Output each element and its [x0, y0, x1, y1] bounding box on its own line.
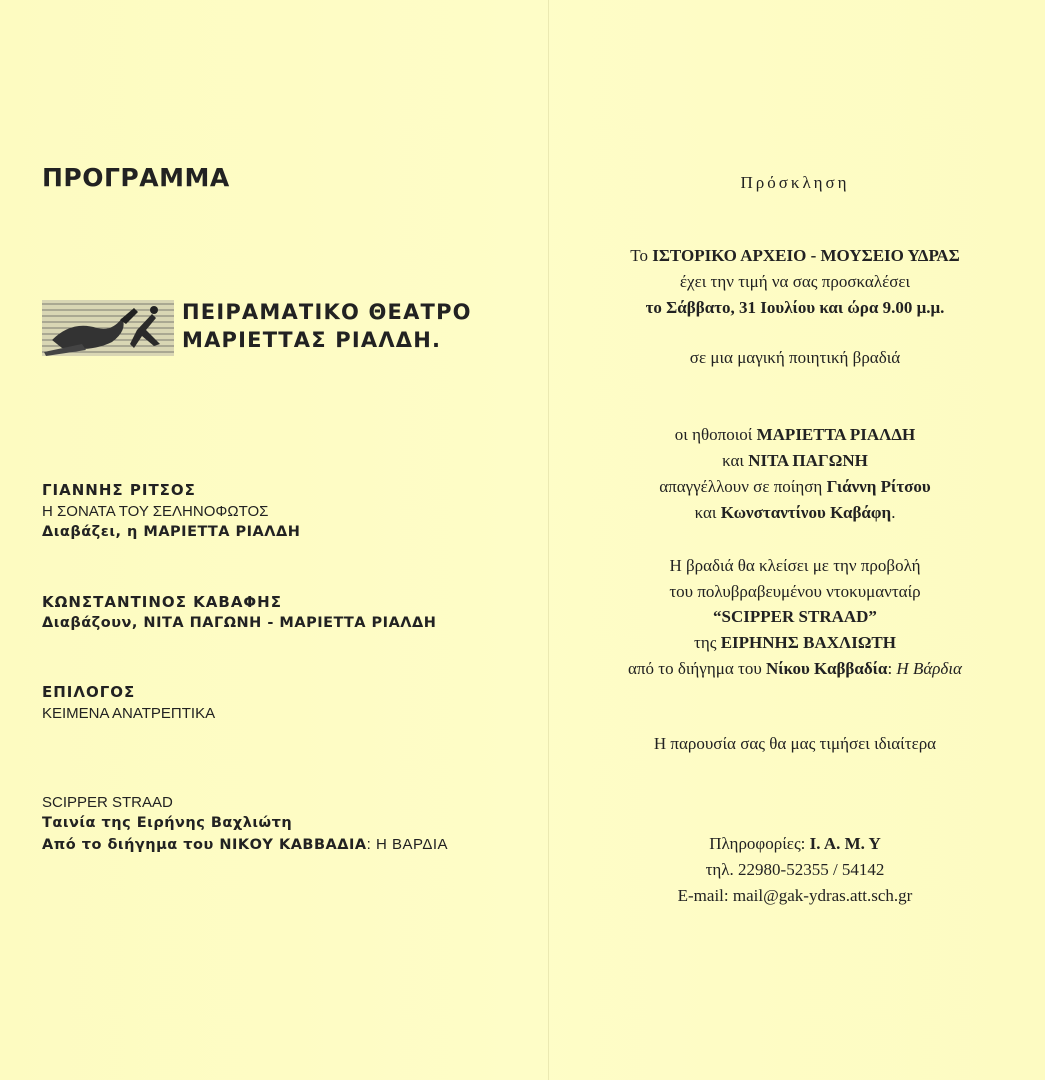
theatre-block [42, 298, 542, 360]
actor-pagoni: ΝΙΤΑ ΠΑΓΩΝΗ [748, 451, 868, 470]
section-ritsos [42, 480, 300, 543]
actors-line [555, 423, 1035, 447]
dancing-figures-logo-icon [42, 300, 174, 356]
section-epilogue-title: ΕΠΙΛΟΓΟΣ [42, 683, 136, 701]
invite-org: ΙΣΤΟΡΙΚΟ ΑΡΧΕΙΟ - ΜΟΥΣΕΙΟ ΥΔΡΑΣ [652, 246, 960, 265]
screening-director: ΕΙΡΗΝΗΣ ΒΑΧΛΙΩΤΗ [720, 633, 896, 652]
invitation-heading: Πρόσκληση [740, 173, 850, 192]
invite-evening: σε μια μαγική ποιητική βραδιά [689, 348, 901, 367]
section-film-title: SCIPPER STRAAD [42, 794, 173, 811]
contact-info-org: Ι. Α. Μ. Υ [809, 834, 881, 853]
presence-line: Η παρουσία σας θα μας τιμήσει ιδιαίτερα [653, 734, 937, 753]
section-ritsos-work: Η ΣΟΝΑΤΑ ΤΟΥ ΣΕΛΗΝΟΦΩΤΟΣ [42, 503, 269, 520]
screening-writer: Νίκου Καββαδία [765, 659, 888, 678]
section-film [42, 792, 448, 856]
section-film-source-rest: : Η ΒΑΡΔΙΑ [366, 836, 449, 853]
program-title: ΠΡΟΓΡΑΜΜΑ [42, 163, 230, 192]
screening-from: από το διήγημα του [628, 659, 766, 678]
section-film-source-bold: Από το διήγημα του ΝΙΚΟΥ ΚΑΒΒΑΔΙΑ [42, 837, 367, 853]
recite-line [555, 475, 1035, 499]
contact-info-line [555, 832, 1035, 856]
screening-close: Η βραδιά θα κλείσει με την προβολή [669, 556, 921, 575]
screening-source-line [555, 657, 1035, 681]
section-epilogue-subtitle: ΚΕΙΜΕΝΑ ΑΝΑΤΡΕΠΤΙΚΑ [42, 705, 216, 722]
actor-rialdi: ΜΑΡΙΕΤΤΑ ΡΙΑΛΔΗ [756, 425, 916, 444]
recite-dot: . [891, 503, 896, 522]
actors-pre: οι ηθοποιοί [674, 425, 757, 444]
poet-ritsos: Γιάννη Ρίτσου [826, 477, 931, 496]
screening-film: “SCIPPER STRAAD” [713, 607, 877, 626]
poet-cavafy: Κωνσταντίνου Καβάφη [720, 503, 892, 522]
actors-line2 [555, 449, 1035, 473]
section-ritsos-reader: Διαβάζει, η ΜΑΡΙΕΤΤΑ ΡΙΑΛΔΗ [42, 524, 301, 540]
contact-email: E-mail: mail@gak-ydras.att.sch.gr [677, 886, 913, 905]
recite-and: και [694, 503, 721, 522]
theatre-name-line1: ΠΕΙΡΑΜΑΤΙΚΟ ΘΕΑΤΡΟ [182, 300, 472, 324]
fold-line [548, 0, 549, 1080]
section-film-director: Ταινία της Ειρήνης Βαχλιώτη [42, 815, 293, 831]
screening-by: της [693, 633, 721, 652]
contact-phone: τηλ. 22980-52355 / 54142 [705, 860, 885, 879]
invite-honor: έχει την τιμή να σας προσκαλέσει [679, 272, 911, 291]
section-cavafy [42, 592, 436, 634]
contact-info-pre: Πληροφορίες: [709, 834, 810, 853]
invite-to: Το [630, 246, 653, 265]
section-film-source [42, 834, 448, 856]
section-ritsos-author: ΓΙΑΝΝΗΣ ΡΙΤΣΟΣ [42, 481, 196, 499]
recite-line2 [555, 501, 1035, 525]
section-epilogue [42, 682, 215, 724]
invite-org-line [555, 244, 1035, 268]
theatre-name-line2: ΜΑΡΙΕΤΤΑΣ ΡΙΑΛΔΗ. [182, 328, 442, 352]
screening-story: Η Βάρδια [896, 659, 962, 678]
screening-doc: του πολυβραβευμένου ντοκυμανταίρ [669, 582, 921, 601]
section-cavafy-reader: Διαβάζουν, ΝΙΤΑ ΠΑΓΩΝΗ - ΜΑΡΙΕΤΤΑ ΡΙΑΛΔΗ [42, 615, 437, 631]
screening-director-line [555, 631, 1035, 655]
recite-pre: απαγγέλλουν σε ποίηση [659, 477, 827, 496]
screening-colon: : [887, 659, 897, 678]
theatre-name [182, 298, 472, 354]
actors-and: και [722, 451, 749, 470]
section-cavafy-author: ΚΩΝΣΤΑΝΤΙΝΟΣ ΚΑΒΑΦΗΣ [42, 593, 282, 611]
invite-date: το Σάββατο, 31 Ιουλίου και ώρα 9.00 μ.μ. [645, 298, 945, 317]
